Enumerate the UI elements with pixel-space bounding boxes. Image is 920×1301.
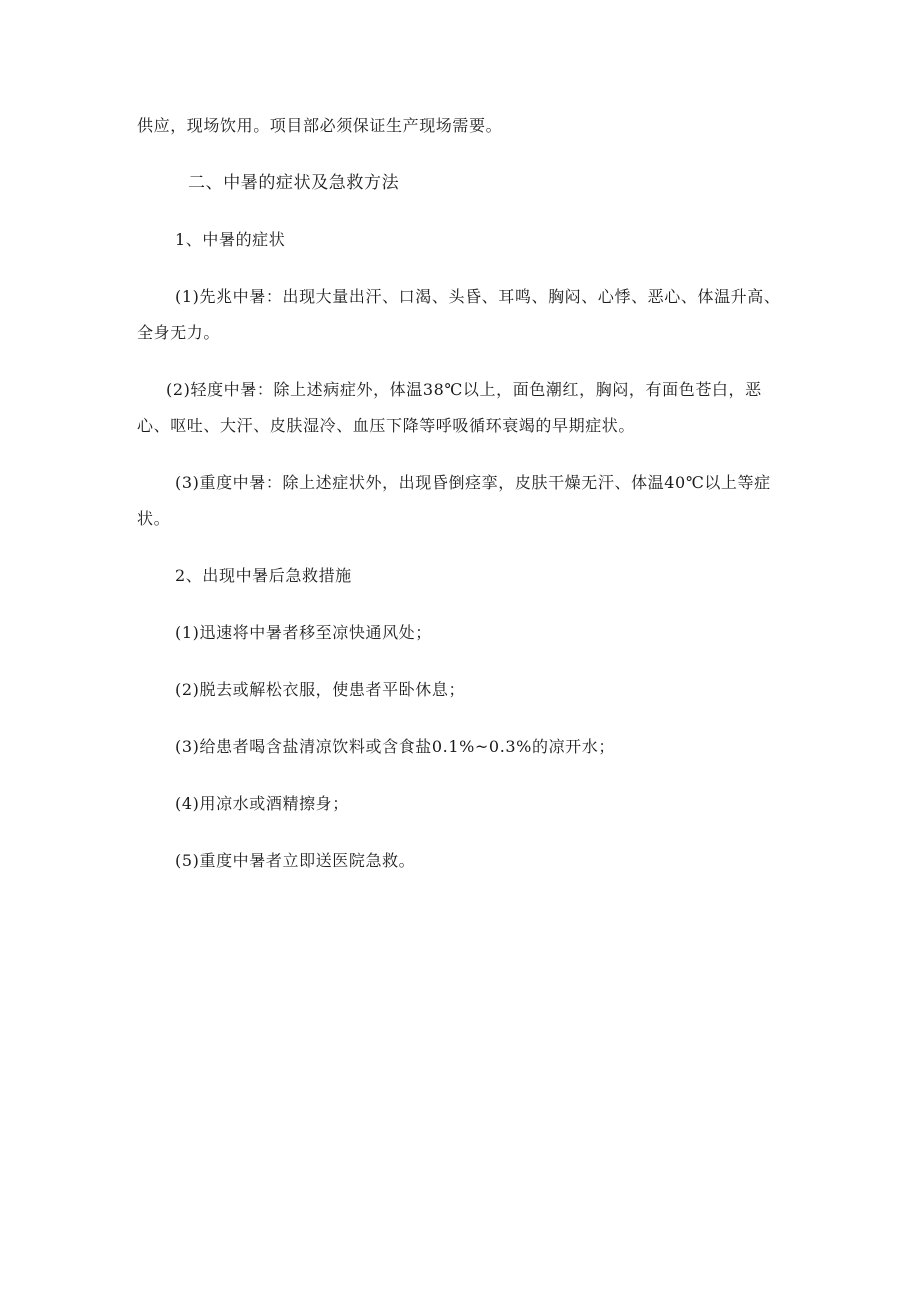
first-aid-item-1: (1)迅速将中暑者移至凉快通风处； [175, 623, 432, 642]
symptom-item-3-line-1: (3)重度中暑：除上述症状外，出现昏倒痉挛，皮肤干燥无汗、体温40℃以上等症 [175, 473, 771, 492]
symptom-item-1-line-1: (1)先兆中暑：出现大量出汗、口渴、头昏、耳鸣、胸闷、心悸、恶心、体温升高、 [175, 287, 781, 306]
symptom-item-2-line-1: (2)轻度中暑：除上述病症外，体温38℃以上，面色潮红，胸闷，有面色苍白，恶 [166, 380, 762, 399]
first-aid-item-2: (2)脱去或解松衣服，使患者平卧休息； [175, 680, 466, 699]
symptom-item-1-line-2: 全身无力。 [137, 323, 221, 342]
first-aid-item-5: (5)重度中暑者立即送医院急救。 [175, 851, 416, 870]
first-aid-item-3: (3)给患者喝含盐清凉饮料或含食盐0.1%~0.3%的凉开水； [175, 737, 615, 756]
subsection-heading-first-aid: 2、出现中暑后急救措施 [175, 566, 352, 585]
symptom-item-2-line-2: 心、呕吐、大汗、皮肤湿冷、血压下降等呼吸循环衰竭的早期症状。 [137, 416, 636, 435]
first-aid-item-4: (4)用凉水或酒精擦身； [175, 794, 349, 813]
symptom-item-3-line-2: 状。 [137, 509, 171, 528]
section-heading: 二、中暑的症状及急救方法 [188, 173, 400, 193]
subsection-heading-symptoms: 1、中暑的症状 [175, 230, 286, 249]
intro-text-line: 供应，现场饮用。项目部必须保证生产现场需要。 [137, 116, 503, 135]
